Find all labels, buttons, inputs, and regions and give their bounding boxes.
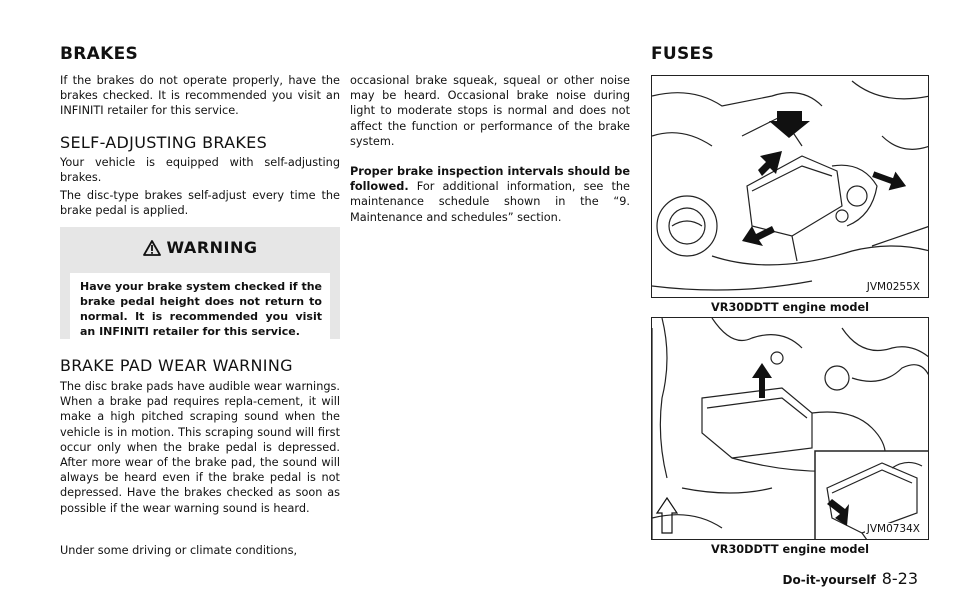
page-footer	[783, 569, 918, 588]
subtitle-self-adjusting-brakes: SELF-ADJUSTING BRAKES	[60, 133, 268, 152]
section-title-brakes: BRAKES	[60, 44, 139, 64]
subtitle-brake-pad-wear-warning: BRAKE PAD WEAR WARNING	[60, 356, 293, 375]
footer-page-number: 8-23	[881, 569, 918, 588]
inspection-intervals-rest: For additional information, see the maintenance schedule shown in the “9. Maintenance and schedules” section.	[350, 180, 630, 224]
figure-code-2: JVM0734X	[866, 523, 920, 535]
section-title-fuses: FUSES	[651, 44, 715, 64]
warning-body: Have your brake system checked if the brake pedal height does not return to normal. It is recommended you visit an INFINITI retailer for this service.	[70, 273, 330, 349]
pad-wear-paragraph-4	[350, 164, 630, 225]
pad-wear-paragraph-1: The disc brake pads have audible wear warnings. When a brake pad requires repla-cement, it will make a high pitched scraping sound when the vehicle is in motion. This scraping sound will first occur only when the brake pedal is depressed. After more wear of the brake pad, the sound will always be heard even if the brake pedal is not depressed. Have the brakes checked as soon as possible if the wear warning sound is heard.	[60, 380, 340, 515]
pad-wear-paragraph-2: Under some driving or climate conditions,	[60, 544, 298, 557]
figure-caption-1: VR30DDTT engine model	[711, 301, 869, 314]
engine-bay-illustration-2	[652, 318, 929, 540]
pad-wear-paragraph-3: occasional brake squeak, squeal or other noise may be heard. Occasional brake noise during light to moderate stops is normal and does not affect the function or performance of the brake system.	[350, 74, 630, 148]
fuse-box-figure-2	[651, 317, 929, 540]
fuse-box-figure-1	[651, 75, 929, 298]
brakes-intro: If the brakes do not operate properly, have the brakes checked. It is recommended you visit an INFINITI retailer for this service.	[60, 74, 340, 118]
self-adjusting-paragraph-2: The disc-type brakes self-adjust every time the brake pedal is applied.	[60, 189, 340, 218]
figure-code-1: JVM0255X	[866, 281, 920, 293]
footer-section-name: Do-it-yourself	[782, 573, 876, 587]
figure-caption-2: VR30DDTT engine model	[711, 543, 869, 556]
warning-heading	[60, 238, 340, 257]
warning-triangle-icon	[143, 240, 161, 256]
warning-box	[60, 227, 340, 339]
inspection-intervals-bold: Proper brake inspection intervals should be followed.	[350, 165, 630, 194]
warning-heading-text: WARNING	[166, 238, 258, 257]
self-adjusting-paragraph-1: Your vehicle is equipped with self-adjusting brakes.	[60, 156, 340, 185]
engine-bay-illustration-1	[652, 76, 929, 298]
